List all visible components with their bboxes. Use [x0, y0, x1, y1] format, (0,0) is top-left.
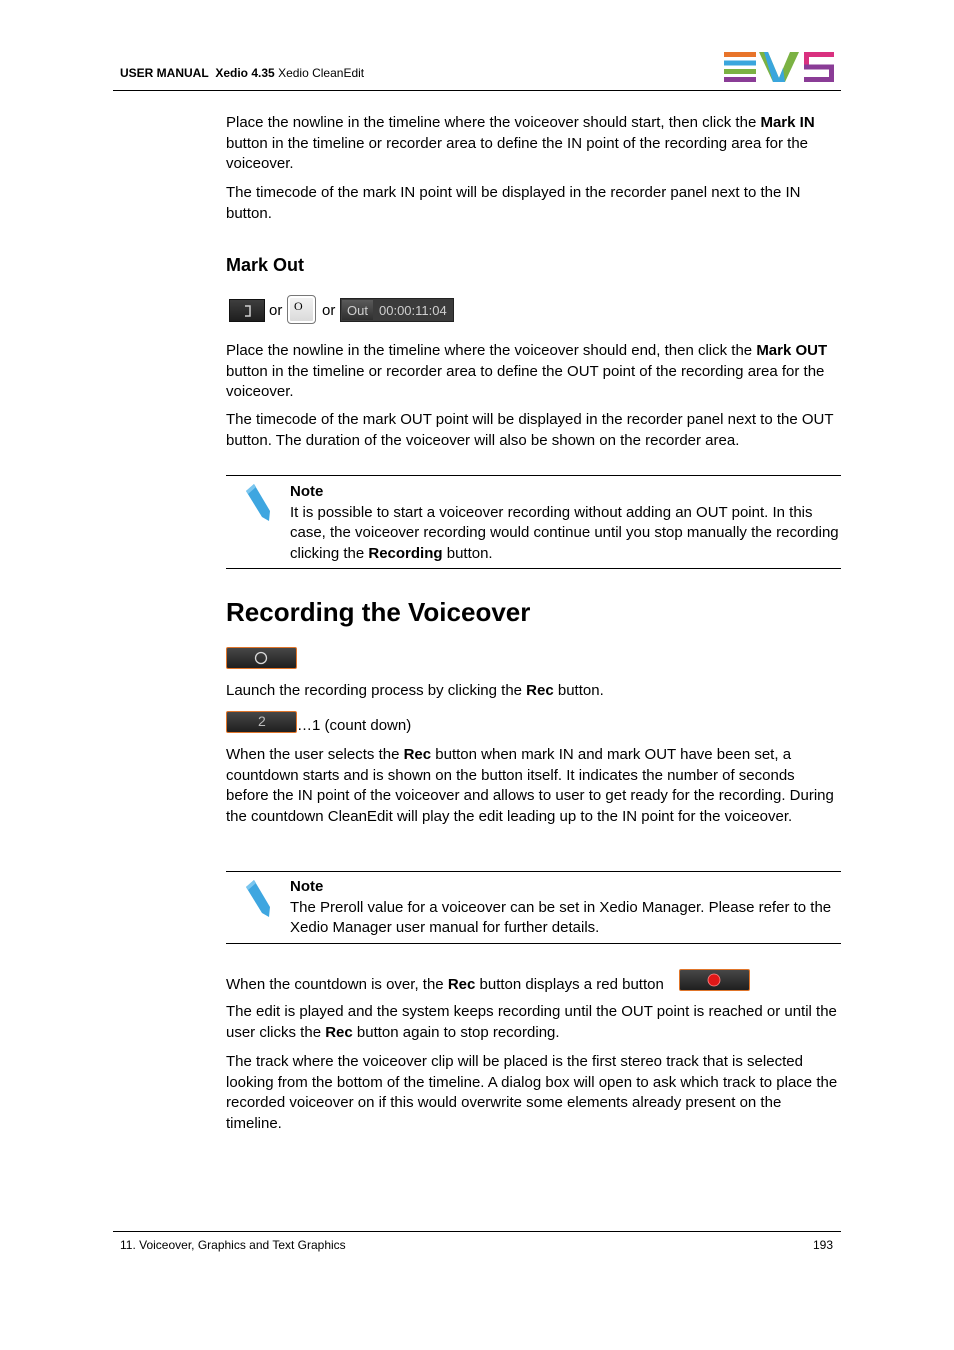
or-text-1: or	[269, 302, 283, 319]
mark-out-paragraph-1: Place the nowline in the timeline where the voiceover should end, then click the Mark OUT button in the timeline or recorder area to define the OUT point of the recording area for the voiceover.	[226, 342, 828, 401]
note2-top-rule	[226, 871, 841, 872]
after-paragraph-2: The edit is played and the system keeps recording until the OUT point is reached or until the user clicks the Rec button again to stop recording.	[226, 1003, 837, 1041]
footer-page-number: 193	[813, 1238, 834, 1252]
out-button-label: Out	[347, 303, 368, 318]
after-paragraph-1: When the countdown is over, the Rec button displays a red button	[226, 976, 668, 993]
note1-body	[290, 482, 840, 564]
or-text-2: or	[322, 302, 336, 319]
rec-active-button[interactable]	[679, 969, 750, 991]
mark-out-paragraph-2: The timecode of the mark OUT point will be displayed in the recorder panel next to the OUT button. The duration of the voiceover will also be shown on the recorder area.	[226, 411, 834, 449]
note1-text: It is possible to start a voiceover recording without adding an OUT point. In this case, the voiceover recording would continue until you stop manually the recording clicking the Recording button.	[290, 503, 839, 562]
intro-paragraph-2: The timecode of the mark IN point will be displayed in the recorder panel next to the IN button.	[226, 184, 801, 222]
note2-bottom-rule	[226, 943, 841, 944]
mark-out-timeline-button[interactable]	[229, 299, 265, 322]
note2-body	[290, 877, 840, 939]
recording-heading: Recording the Voiceover	[226, 597, 531, 627]
note1-top-rule	[226, 475, 841, 476]
note1-title: Note	[290, 483, 324, 500]
footer-chapter: 11. Voiceover, Graphics and Text Graphics	[120, 1238, 346, 1252]
note2-text: The Preroll value for a voiceover can be set in Xedio Manager. Please refer to the Xedio Manager user manual for further details.	[290, 898, 832, 937]
circle-icon	[254, 651, 268, 665]
evs-logo-v	[759, 52, 799, 82]
countdown-caption: …1 (count down)	[297, 717, 412, 734]
mark-out-heading: Mark Out	[226, 255, 305, 275]
note2-title: Note	[290, 878, 324, 895]
evs-logo	[724, 52, 836, 82]
after-paragraph-3: The track where the voiceover clip will be placed is the first stereo track that is selected looking from the bottom of the timeline. A dialog box will open to ask which track to place the recorded voiceover on if this would overwrite some elements already present on the timeline.	[226, 1053, 838, 1132]
recorder-out-panel[interactable]	[340, 298, 454, 322]
pencil-note-icon	[240, 481, 276, 523]
evs-logo-e	[724, 52, 756, 82]
key-label: O	[294, 299, 303, 313]
out-button[interactable]	[342, 300, 373, 320]
rec-button[interactable]	[226, 647, 297, 669]
header-rule	[113, 90, 841, 91]
evs-logo-s	[804, 52, 834, 82]
red-record-icon	[707, 973, 721, 987]
bracket-right-icon	[230, 300, 264, 321]
countdown-paragraph: When the user selects the Rec button when mark IN and mark OUT have been set, a countdown starts and is shown on the button itself. It indicates the number of seconds before the IN point of the voiceover and allows to user to get ready for the recording. During the countdown CleanEdit will play the edit leading up to the IN point for the voiceover.	[226, 746, 834, 825]
intro-paragraph-1: Place the nowline in the timeline where the voiceover should start, then click the Mark IN button in the timeline or recorder area to define the IN point of the recording area for the voiceover.	[226, 114, 815, 173]
running-header	[120, 66, 364, 80]
countdown-value: 2	[258, 713, 266, 729]
footer-rule	[113, 1231, 841, 1232]
header-module: Xedio CleanEdit	[278, 66, 365, 80]
header-doc-type: USER MANUAL	[120, 66, 209, 80]
out-timecode: 00:00:11:04	[379, 303, 447, 318]
pencil-note-icon	[240, 877, 276, 919]
launch-paragraph: Launch the recording process by clicking the Rec button.	[226, 682, 604, 699]
keyboard-o-key[interactable]	[287, 295, 316, 324]
header-product: Xedio 4.35	[215, 66, 275, 80]
note1-bottom-rule	[226, 568, 841, 569]
rec-countdown-button[interactable]	[226, 711, 297, 733]
